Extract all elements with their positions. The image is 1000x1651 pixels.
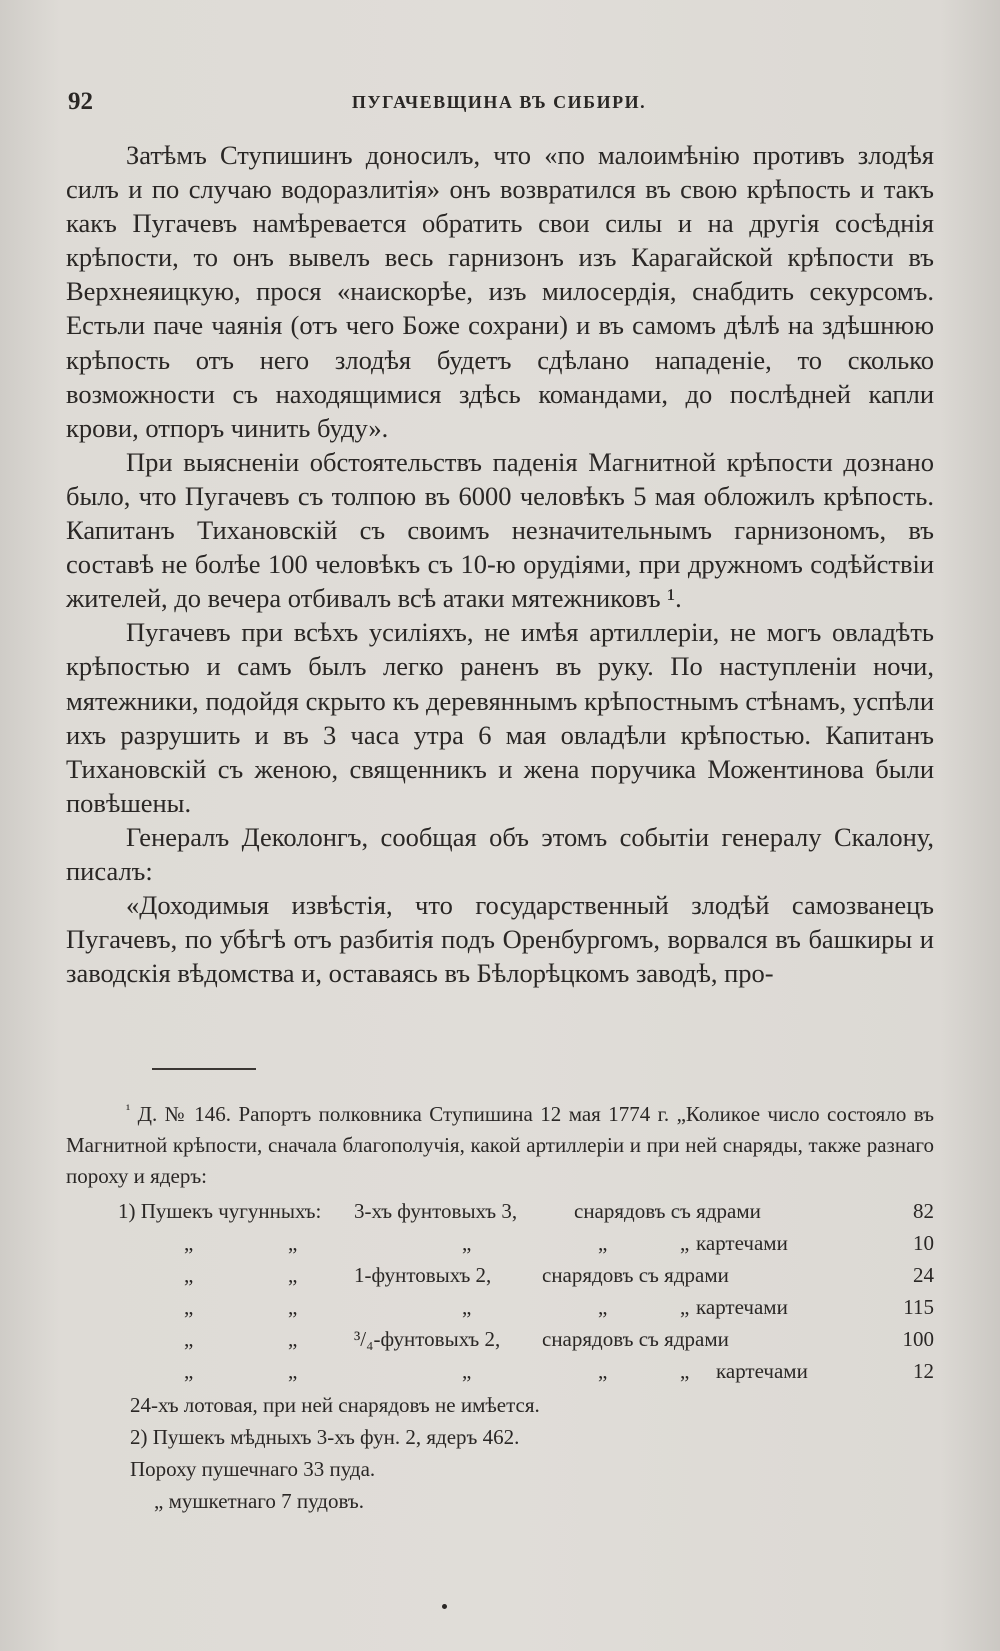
cell-ammo: картечами [696,1231,788,1255]
paragraph: При выясненiи обстоятельствъ паденiя Магнитной крѣпости дознано было, что Пугачевъ съ толпою въ 6000 человѣкъ 5 мая обложилъ крѣпость. Капитанъ Тихановскiй съ своимъ незначительнымъ гарнизономъ, въ составѣ не болѣе 100 человѣкъ съ 10-ю орудiями, при дружномъ содѣйствiи жителей, до вечера отбивалъ всѣ атаки мятежниковъ ¹. [66,446,934,614]
page-number: 92 [68,88,93,115]
footnote-text [66,1095,934,1192]
ditto-mark: „ [184,1263,194,1287]
ditto-mark: „ [184,1327,194,1351]
cell-count: 10 [913,1231,934,1255]
page-header [68,88,930,128]
ditto-mark: „ [288,1295,298,1319]
main-text [66,138,934,990]
footnote-divider [152,1068,256,1070]
table-row [66,1356,934,1388]
armament-table [66,1196,934,1388]
running-title: ПУГАЧЕВЩИНА ВЪ СИБИРИ. [351,92,647,112]
ditto-mark: „ [462,1295,472,1319]
ditto-mark: „ [598,1359,608,1383]
ditto-mark: „ [184,1231,194,1255]
ditto-mark: „ [288,1327,298,1351]
paragraph: Затѣмъ Ступишинъ доносилъ, что «по малоимѣнiю противъ злодѣя силъ и по случаю водоразлитiя» онъ возвратился въ свою крѣпость и такъ какъ Пугачевъ намѣревается обратить свои силы и на другiя сосѣднiя крѣпости, то онъ вывелъ весь гарнизонъ изъ Карагайской крѣпости въ Верхнеяицкую, прося «наискорѣе, изъ милосердiя, снабдить секурсомъ. Естьли паче чаянiя (отъ чего Боже сохрани) и въ самомъ дѣлѣ на здѣшнюю крѣпость отъ него злодѣя будетъ сдѣлано нападенiе, то сколько возможности съ находящимися здѣсь командами, до послѣдней капли крови, отпоръ чинить буду». [66,140,934,443]
ditto-mark: „ [462,1231,472,1255]
ditto-mark: „ [288,1231,298,1255]
cell-ammo: снарядовъ съ ядрами [574,1199,761,1223]
table-row [66,1292,934,1324]
footnote [66,1095,934,1518]
paragraph: «Доходимыя извѣстiя, что государственный злодѣй самозванецъ Пугачевъ, по убѣгѣ отъ разбитiя подъ Оренбургомъ, ворвался въ башкиры и заводскiя вѣдомства и, оставаясь въ Бѣлорѣцкомъ заводѣ, про- [66,890,934,989]
ditto-mark: „ [184,1359,194,1383]
ditto-mark: „ [462,1359,472,1383]
paragraph: Генералъ Деколонгъ, сообщая объ этомъ событiи генералу Скалону, писалъ: [66,821,934,886]
footnote-marker: ¹ [126,1103,131,1118]
cell-ammo: снарядовъ съ ядрами [542,1327,729,1351]
table-row [66,1228,934,1260]
cell-count: 24 [913,1263,934,1287]
cell-ammo: картечами [716,1359,808,1383]
table-row [66,1324,934,1356]
table-row [66,1260,934,1292]
ditto-mark: „ [680,1295,690,1319]
cell-calibre: 3-хъ фунтовыхъ 3, [354,1199,518,1223]
footnote-line: 2) Пушекъ мѣдныхъ 3-хъ фун. 2, ядеръ 462. [130,1425,520,1449]
cell-ammo: снарядовъ съ ядрами [542,1263,729,1287]
footnote-body: Д. № 146. Рапортъ полковника Ступишина 12 мая 1774 г. „Коликое число состояло въ Магнитной крѣпости, сначала благополучiя, какой артиллерiи и при ней снаряды, также разнаго пороху и ядеръ: [66,1102,934,1188]
cell-calibre: 1-фунтовыхъ 2, [354,1263,492,1287]
cell-label: 1) Пушекъ чугунныхъ: [118,1199,322,1223]
ditto-mark: „ [598,1231,608,1255]
table-row [66,1196,934,1228]
footnote-line: 24-хъ лотовая, при ней снарядовъ не имѣется. [130,1393,540,1417]
paragraph: Пугачевъ при всѣхъ усилiяхъ, не имѣя артиллерiи, не могъ овладѣть крѣпостью и самъ былъ легко раненъ въ руку. По наступленiи ночи, мятежники, подойдя скрыто къ деревяннымъ крѣпостнымъ стѣнамъ, успѣли ихъ разрушить и въ 3 часа утра 6 мая овладѣли крѣпостью. Капитанъ Тихановскiй съ женою, священникъ и жена поручика Можентинова были повѣшены. [66,617,934,818]
ditto-mark: „ [598,1295,608,1319]
footnote-line: Пороху пушечнаго 33 пуда. [130,1457,376,1481]
cell-count: 82 [913,1199,934,1223]
cell-count: 12 [913,1359,934,1383]
ditto-mark: „ [288,1359,298,1383]
cell-count: 100 [902,1327,934,1351]
ditto-mark: „ [680,1231,690,1255]
cell-ammo: картечами [696,1295,788,1319]
ditto-mark: „ [288,1263,298,1287]
scan-dot [442,1604,447,1609]
ditto-mark: „ [184,1295,194,1319]
footnote-line: „ мушкетнаго 7 пудовъ. [154,1489,364,1513]
footnote-tail [130,1390,934,1518]
cell-calibre: ³/₄-фунтовыхъ 2, [354,1327,501,1351]
ditto-mark: „ [680,1359,690,1383]
cell-count: 115 [903,1295,934,1319]
